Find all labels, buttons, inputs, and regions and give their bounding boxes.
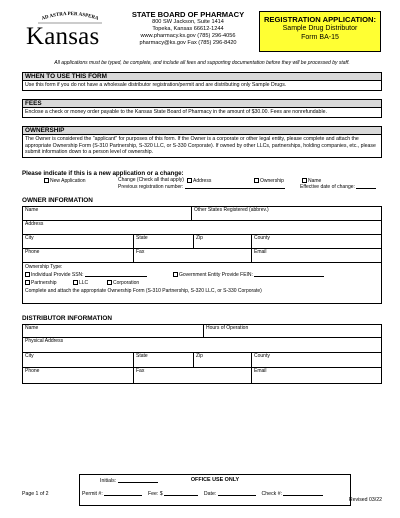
section-ownership	[22, 126, 382, 158]
board-contact-block	[120, 10, 256, 47]
distributor-city-row	[23, 353, 381, 368]
individual-checkbox[interactable]	[25, 272, 30, 277]
form-subtitle: Sample Drug Distributor	[282, 25, 358, 32]
kansas-logo	[22, 10, 114, 54]
section-heading: OWNERSHIP	[22, 126, 382, 135]
section-body: Enclose a check or money order payable to the Kansas State Board of Pharmacy in the amount of $30.00. Fees are nonrefundable.	[22, 108, 382, 118]
distributor-city-field[interactable]	[23, 353, 133, 367]
new-application-checkbox[interactable]	[44, 178, 49, 183]
distributor-information-title: DISTRIBUTOR INFORMATION	[22, 315, 112, 322]
owner-email-field[interactable]	[251, 249, 383, 262]
date-label: Date:	[203, 491, 217, 497]
government-entity-label: Government Entity	[179, 271, 221, 278]
distributor-name-label: Name	[25, 325, 39, 331]
owner-fax-label: Fax	[136, 249, 145, 255]
owner-other-states-label: Other States Registered (abbrev.)	[194, 207, 269, 213]
change-label: Change (Check all that apply)	[118, 176, 184, 183]
distributor-email-label: Email	[254, 368, 267, 374]
board-address1: 800 SW Jackson, Suite 1414	[152, 19, 224, 25]
ownership-type-label: Ownership Type:	[25, 264, 63, 270]
ownership-form-instruction: Complete and attach the appropriate Ownership Form (S-310 Partnership, S-320 LLC, or S-330 Corporate)	[25, 287, 262, 294]
form-title: REGISTRATION APPLICATION:	[263, 15, 377, 24]
owner-city-label: City	[25, 235, 34, 241]
fee-field[interactable]	[164, 491, 198, 496]
owner-city-field[interactable]	[23, 235, 133, 248]
distributor-email-field[interactable]	[251, 368, 383, 383]
permit-field[interactable]	[104, 491, 142, 496]
date-field[interactable]	[218, 491, 256, 496]
effective-date-field[interactable]	[356, 184, 376, 189]
initials-field[interactable]	[118, 478, 158, 483]
distributor-physical-address-field[interactable]	[23, 338, 383, 352]
logo-arc-text: AD ASTRA PER ASPERA	[41, 11, 99, 22]
owner-address-row	[23, 221, 381, 235]
section-body: Use this form if you do not have a wholesale distributor registration/permit and are distributing only Sample Drugs.	[22, 81, 382, 91]
distributor-hours-field[interactable]	[203, 325, 383, 337]
owner-city-row	[23, 235, 381, 249]
partnership-checkbox[interactable]	[25, 280, 30, 285]
owner-name-row	[23, 207, 381, 221]
ssn-field[interactable]	[85, 272, 147, 277]
owner-fax-field[interactable]	[133, 249, 251, 262]
previous-registration-label: Previous registration number:	[118, 184, 184, 191]
owner-state-label: State	[136, 235, 148, 241]
distributor-phone-label: Phone	[25, 368, 40, 374]
check-label: Check #:	[261, 491, 283, 497]
ownership-change-checkbox[interactable]	[254, 178, 259, 183]
provide-fein-label: Provide FEIN:	[221, 271, 253, 278]
owner-address-field[interactable]	[23, 221, 383, 234]
owner-zip-label: Zip	[196, 235, 203, 241]
owner-county-field[interactable]	[251, 235, 383, 248]
check-field[interactable]	[283, 491, 323, 496]
distributor-name-row	[23, 325, 381, 338]
application-type-block	[22, 170, 382, 191]
distributor-name-field[interactable]	[23, 325, 203, 337]
owner-address-label: Address	[25, 221, 44, 227]
distributor-information-grid	[22, 324, 382, 384]
distributor-zip-label: Zip	[196, 353, 203, 359]
permit-label: Permit #:	[82, 491, 103, 497]
section-when-to-use	[22, 72, 382, 91]
board-address2: Topeka, Kansas 66612-1244	[152, 26, 224, 32]
owner-state-field[interactable]	[133, 235, 193, 248]
effective-date-label: Effective date of change:	[300, 184, 355, 191]
name-change-checkbox[interactable]	[302, 178, 307, 183]
owner-email-label: Email	[254, 249, 267, 255]
initials-label: Initials:	[100, 478, 117, 484]
corporation-label: Corporation	[113, 279, 140, 286]
ownership-change-label: Ownership	[260, 177, 284, 184]
owner-zip-field[interactable]	[193, 235, 251, 248]
distributor-city-label: City	[25, 353, 34, 359]
owner-information-grid	[22, 206, 382, 304]
ownership-entity-line	[23, 280, 381, 287]
application-type-row	[22, 178, 382, 185]
board-web-phone: www.pharmacy.ks.gov (785) 296-4056	[140, 33, 236, 39]
application-type-title: Please indicate if this is a new application or a change:	[22, 170, 184, 177]
distributor-phone-row	[23, 368, 381, 383]
section-body: The Owner is considered the "applicant" for purposes of this form. If the Owner is a corporate or other legal entity, please complete and attach the appropriate Ownership Form (S-310 Partnership, S-320 LLC, or S-330 Corporate). If owned by other LLCs, partnerships, holding companies, etc., please submit information down to a person level of ownership.	[22, 135, 382, 158]
distributor-address-row	[23, 338, 381, 353]
board-title: STATE BOARD OF PHARMACY	[131, 10, 245, 19]
logo-wordmark: Kansas	[26, 23, 100, 50]
distributor-zip-field[interactable]	[193, 353, 251, 367]
intro-instructions: All applications must be typed, be complete, and include all fees and supporting documentation before they will be processed by staff.	[54, 60, 350, 66]
previous-registration-row	[22, 184, 382, 191]
partnership-label: Partnership	[31, 279, 57, 286]
owner-phone-row	[23, 249, 381, 263]
address-change-checkbox[interactable]	[187, 178, 192, 183]
revision-date: Revised 03/22	[348, 497, 382, 503]
form-footer	[22, 474, 382, 512]
government-entity-checkbox[interactable]	[173, 272, 178, 277]
distributor-county-field[interactable]	[251, 353, 383, 367]
distributor-hours-label: Hours of Operation	[206, 325, 249, 331]
address-change-label: Address	[193, 177, 212, 184]
distributor-state-field[interactable]	[133, 353, 193, 367]
owner-name-field[interactable]	[23, 207, 191, 220]
owner-phone-field[interactable]	[23, 249, 133, 262]
corporation-checkbox[interactable]	[107, 280, 112, 285]
owner-phone-label: Phone	[25, 249, 40, 255]
form-header	[22, 10, 382, 54]
new-application-label: New Application	[50, 177, 86, 184]
board-email-fax: pharmacy@ks.gov Fax (785) 296-8420	[139, 40, 237, 46]
owner-other-states-field[interactable]	[191, 207, 383, 220]
form-title-box	[259, 11, 381, 52]
previous-registration-field[interactable]	[185, 184, 285, 189]
section-heading: WHEN TO USE THIS FORM	[22, 72, 382, 81]
individual-label: Individual	[31, 271, 53, 278]
office-use-box	[79, 474, 351, 506]
distributor-county-label: County	[254, 353, 270, 359]
form-number: Form BA-15	[301, 34, 339, 41]
distributor-fax-field[interactable]	[133, 368, 251, 383]
office-use-title: OFFICE USE ONLY	[190, 477, 240, 483]
distributor-state-label: State	[136, 353, 148, 359]
owner-ownership-type-row	[23, 263, 381, 303]
page-number: Page 1 of 2	[22, 491, 49, 497]
owner-name-label: Name	[25, 207, 39, 213]
llc-label: LLC	[79, 279, 89, 286]
ownership-individual-line	[23, 272, 381, 280]
logo-arc-graphic	[28, 10, 112, 24]
fein-field[interactable]	[254, 272, 324, 277]
svg-text:AD ASTRA PER ASPERA	[41, 12, 99, 22]
section-fees	[22, 99, 382, 118]
distributor-fax-label: Fax	[136, 368, 145, 374]
distributor-physical-address-label: Physical Address	[25, 338, 64, 344]
fee-label: Fee: $	[147, 491, 163, 497]
owner-county-label: County	[254, 235, 270, 241]
owner-information-title: OWNER INFORMATION	[22, 197, 93, 204]
llc-checkbox[interactable]	[73, 280, 78, 285]
distributor-phone-field[interactable]	[23, 368, 133, 383]
provide-ssn-label: Provide SSN:	[53, 271, 84, 278]
name-change-label: Name	[308, 177, 322, 184]
section-heading: FEES	[22, 99, 382, 108]
